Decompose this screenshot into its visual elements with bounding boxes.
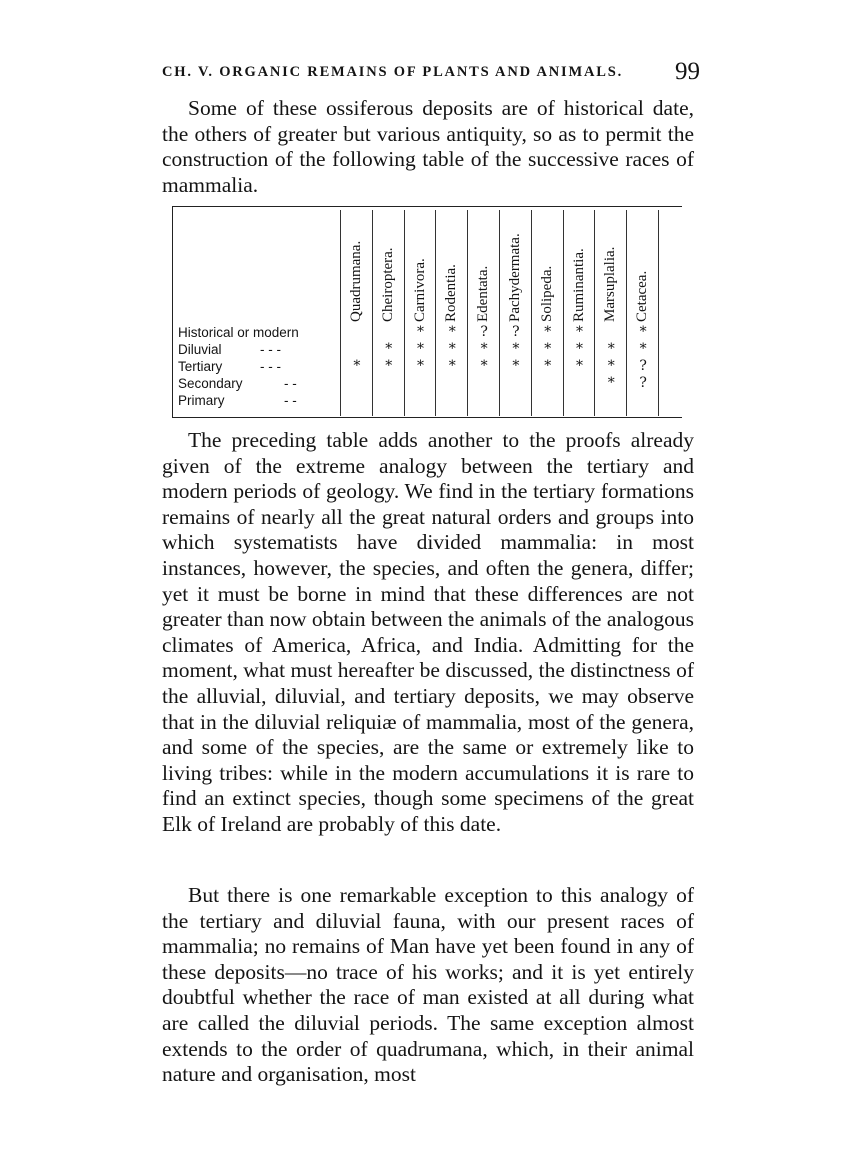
- presence-mark: *: [544, 324, 552, 340]
- doubtful-mark: ?: [512, 324, 520, 340]
- presence-mark: *: [480, 358, 488, 374]
- presence-mark: *: [544, 358, 552, 374]
- row-label: Secondary: [178, 376, 243, 391]
- mammalia-table: [172, 206, 682, 418]
- column-header-ruminantia: Ruminantia.: [570, 248, 587, 322]
- column-header-cheiroptera: Cheiroptera.: [379, 247, 396, 322]
- presence-mark: *: [576, 324, 583, 340]
- presence-mark: *: [448, 341, 456, 357]
- paragraph-exception: But there is one remarkable exception to this analogy of the tertiary and diluvial fauna, with our present races of mammalia; no remains of Man have yet been found in any of these deposits—no trace of his works; and it is yet entirely doubtful whether the race of man existed at all during what are called the diluvial periods. The same exception almost extends to the order of quadrumana, which, in their animal nature and organisation, most: [162, 883, 694, 1087]
- row-label: Diluvial: [178, 342, 222, 357]
- row-leader-dashes: - -: [284, 393, 297, 408]
- presence-mark: *: [385, 358, 393, 374]
- running-title: CH. V. ORGANIC REMAINS OF PLANTS AND ANIMALS.: [162, 64, 624, 80]
- presence-mark: *: [417, 341, 424, 357]
- page-number: 99: [675, 58, 700, 85]
- presence-mark: *: [544, 341, 552, 357]
- presence-mark: *: [512, 341, 520, 357]
- presence-mark: *: [576, 341, 583, 357]
- intro-paragraph: Some of these ossiferous deposits are of historical date, the others of greater but various antiquity, so as to permit the construction of the following table of the successive races of mammalia.: [162, 96, 694, 197]
- column-separator: [340, 210, 341, 416]
- column-header-cetacea: Cetacea.: [634, 270, 651, 322]
- paragraph-preceding-table: The preceding table adds another to the proofs already given of the extreme analogy between the tertiary and modern periods of geology. We find in the tertiary formations remains of nearly all the great natural orders and groups into which systematists have divided mammalia: in most instances, however, the species, and often the genera, differ; yet it must be borne in mind that these differences are not greater than now obtain between the animals of the analogous climates of America, Africa, and India. Admitting for the moment, what must hereafter be discussed, the distinctness of the alluvial, diluvial, and tertiary deposits, we may observe that in the diluvial reliquiæ of mammalia, most of the genera, and some of the species, are the same or extremely like to living tribes: while in the modern accumulations it is rare to find an extinct species, though some specimens of the great Elk of Ireland are probably of this date.: [162, 428, 694, 836]
- presence-mark: *: [353, 358, 361, 374]
- column-separator: [499, 210, 500, 416]
- table-bottom-rule: [172, 417, 682, 418]
- presence-mark: *: [639, 341, 647, 357]
- column-header-rodentia: Rodentia.: [443, 264, 460, 322]
- presence-mark: *: [607, 341, 615, 357]
- column-header-edentata: Edentata.: [475, 265, 492, 322]
- doubtful-mark: ?: [639, 358, 647, 374]
- column-header-pachydermata: Pachydermata.: [506, 233, 523, 322]
- doubtful-mark: ?: [639, 375, 647, 391]
- column-header-solipeda: Solipeda.: [538, 265, 555, 322]
- column-header-carnivora: Carnivora.: [411, 258, 428, 322]
- doubtful-mark: ?: [480, 324, 488, 340]
- running-head: [162, 58, 700, 90]
- column-separator: [658, 210, 659, 416]
- column-separator: [404, 210, 405, 416]
- presence-mark: *: [607, 375, 615, 391]
- column-separator: [467, 210, 468, 416]
- column-separator: [435, 210, 436, 416]
- presence-mark: *: [512, 358, 520, 374]
- column-separator: [531, 210, 532, 416]
- column-separator: [372, 210, 373, 416]
- presence-mark: *: [480, 341, 488, 357]
- table-left-rule: [172, 206, 173, 418]
- row-label: Primary: [178, 393, 225, 408]
- presence-mark: *: [448, 358, 456, 374]
- presence-mark: *: [576, 358, 583, 374]
- row-leader-dashes: - - -: [260, 342, 281, 357]
- column-separator: [594, 210, 595, 416]
- row-label: Tertiary: [178, 359, 223, 374]
- column-separator: [626, 210, 627, 416]
- column-header-marsuplalia: Marsuplalia.: [602, 246, 619, 322]
- presence-mark: *: [385, 341, 393, 357]
- presence-mark: *: [417, 324, 424, 340]
- row-label: Historical or modern: [178, 325, 299, 340]
- column-header-quadrumana: Quadrumana.: [347, 240, 364, 322]
- row-leader-dashes: - - -: [260, 359, 281, 374]
- presence-mark: *: [417, 358, 424, 374]
- presence-mark: *: [639, 324, 647, 340]
- table-top-rule: [172, 206, 682, 207]
- column-separator: [563, 210, 564, 416]
- presence-mark: *: [607, 358, 615, 374]
- row-leader-dashes: - -: [284, 376, 297, 391]
- presence-mark: *: [448, 324, 456, 340]
